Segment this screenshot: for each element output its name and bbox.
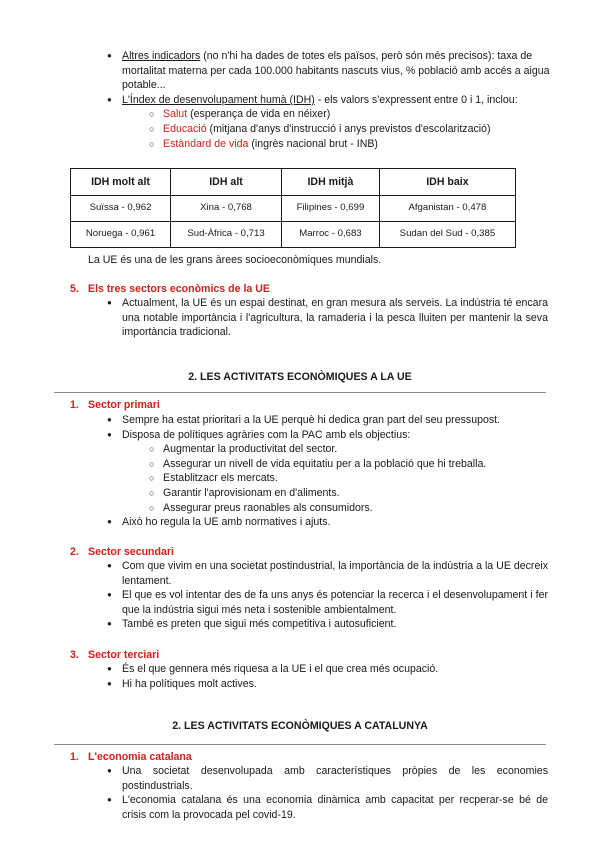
section-title-catalunya: 2. LES ACTIVITATS ECONÒMIQUES A CATALUNYA bbox=[172, 720, 428, 732]
educacio-text: (mitjana d'anys d'instrucció i anys previstos d'escolarització) bbox=[206, 122, 491, 135]
list-item: ○ Augmentar la productivitat del sector. bbox=[148, 442, 550, 457]
secundari-list bbox=[106, 559, 548, 632]
secundari-heading bbox=[70, 545, 174, 560]
primari-list bbox=[106, 413, 550, 530]
table-header: IDH molt alt bbox=[71, 169, 171, 196]
table-cell: Sudan del Sud - 0,385 bbox=[379, 222, 515, 248]
economia-number: 1. bbox=[70, 751, 79, 763]
sectors-heading bbox=[70, 282, 270, 297]
altres-indicadors-label: Altres indicadors bbox=[122, 50, 201, 62]
salut-text: (esperança de vida en néixer) bbox=[187, 108, 331, 121]
list-item: ● També es preten que sigui més competitiva i autosuficient. bbox=[106, 617, 548, 632]
table-cell: Noruega - 0,961 bbox=[71, 222, 171, 248]
list-item bbox=[148, 107, 550, 122]
terciari-title: Sector terciari bbox=[88, 649, 160, 661]
economia-heading bbox=[70, 750, 192, 765]
list-item: ● Com que vivim en una societat postindustrial, la importància de la indústria a la UE decreix lentament. bbox=[106, 559, 548, 588]
altres-indicadors-text: (no n'hi ha dades de totes els països, però són més precisos): taxa de mortalitat materna per cada 100.000 habitants nascuts vius, % població amb accés a aigua potable... bbox=[122, 50, 550, 92]
idh-table bbox=[70, 168, 516, 248]
list-item bbox=[106, 49, 550, 93]
sectors-heading-number: 5. bbox=[70, 283, 79, 295]
estandard-text: (ingrès nacional brut - INB) bbox=[248, 137, 378, 150]
educacio-label: Educació bbox=[163, 122, 207, 135]
list-item: ● Això ho regula la UE amb normatives i ajuts. bbox=[106, 515, 550, 530]
idh-components-list bbox=[148, 107, 550, 151]
list-item: ● És el que gennera més riquesa a la UE i el que crea més ocupació. bbox=[106, 662, 550, 677]
primari-heading bbox=[70, 398, 160, 413]
list-item bbox=[106, 428, 550, 516]
idh-text: - els valors s'expressent entre 0 i 1, inclou: bbox=[314, 93, 518, 106]
primari-b2-text: Disposa de polítiques agràries com la PAC amb els objectius: bbox=[122, 428, 411, 441]
primari-title: Sector primari bbox=[88, 399, 160, 411]
salut-label: Salut bbox=[163, 108, 188, 121]
list-item: ○ Assegurar un nivell de vida equitatiu per a la població que hi treballa. bbox=[148, 457, 550, 472]
list-item: ● Sempre ha estat prioritari a la UE perquè hi dedica gran part del seu pressupost. bbox=[106, 413, 550, 428]
list-item bbox=[148, 137, 550, 152]
table-cell: Xina - 0,768 bbox=[171, 196, 282, 222]
table-header: IDH mitjà bbox=[282, 169, 380, 196]
economia-title: L'economia catalana bbox=[88, 751, 192, 763]
table-header: IDH baix bbox=[379, 169, 515, 196]
list-item bbox=[106, 93, 550, 151]
objectius-list bbox=[148, 442, 550, 515]
section-divider bbox=[54, 392, 546, 393]
table-row bbox=[71, 222, 516, 248]
table-cell: Filipines - 0,699 bbox=[282, 196, 380, 222]
economia-list bbox=[106, 764, 548, 822]
sectors-list bbox=[106, 296, 548, 340]
list-item: ○ Garantir l'aprovisionam en d'aliments. bbox=[148, 486, 550, 501]
list-item: ● Una societat desenvolupada amb característiques pròpies de les economies postindustrials. bbox=[106, 764, 548, 793]
primari-number: 1. bbox=[70, 399, 79, 411]
terciari-number: 3. bbox=[70, 649, 79, 661]
list-item: ● Hi ha polítiques molt actives. bbox=[106, 677, 550, 692]
table-cell: Afganistan - 0,478 bbox=[379, 196, 515, 222]
list-item: ○ Establitzacr els mercats. bbox=[148, 471, 550, 486]
section-title-ue: 2. LES ACTIVITATS ECONÒMIQUES A LA UE bbox=[188, 371, 412, 383]
terciari-heading bbox=[70, 648, 159, 663]
table-header: IDH alt bbox=[171, 169, 282, 196]
list-item: ● L'economia catalana és una economia dinàmica amb capacitat per recperar-se bé de crisis com la provocada pel covid-19. bbox=[106, 793, 548, 822]
secundari-number: 2. bbox=[70, 546, 79, 558]
sectors-heading-title: Els tres sectors econòmics de la UE bbox=[88, 283, 270, 295]
table-cell: Suïssa - 0,962 bbox=[71, 196, 171, 222]
indicators-list bbox=[106, 49, 550, 151]
section-divider bbox=[54, 744, 546, 745]
table-header-row bbox=[71, 169, 516, 196]
secundari-title: Sector secundari bbox=[88, 546, 174, 558]
list-item: ● El que es vol intentar des de fa uns anys és potenciar la recerca i el desenvolupament i fer que la indústria sigui més neta i sostenible ambientalment. bbox=[106, 588, 548, 617]
list-item: ○ Assegurar preus raonables als consumidors. bbox=[148, 501, 550, 516]
list-item: ● Actualment, la UE és un espai destinat, en gran mesura als serveis. La indústria té encara una notable importància i l'agricultura, la ramaderia i la pesca lluiten per mantenir la seva importància tradicional. bbox=[106, 296, 548, 340]
table-row bbox=[71, 196, 516, 222]
terciari-list bbox=[106, 662, 550, 691]
list-item bbox=[148, 122, 550, 137]
ue-sentence: La UE és una de les grans àrees socioeconòmiques mundials. bbox=[88, 254, 382, 266]
table-cell: Marroc - 0,683 bbox=[282, 222, 380, 248]
table-cell: Sud-Àfrica - 0,713 bbox=[171, 222, 282, 248]
idh-label: L'Índex de desenvolupament humà (IDH) bbox=[122, 93, 315, 106]
estandard-label: Estàndard de vida bbox=[163, 137, 249, 150]
